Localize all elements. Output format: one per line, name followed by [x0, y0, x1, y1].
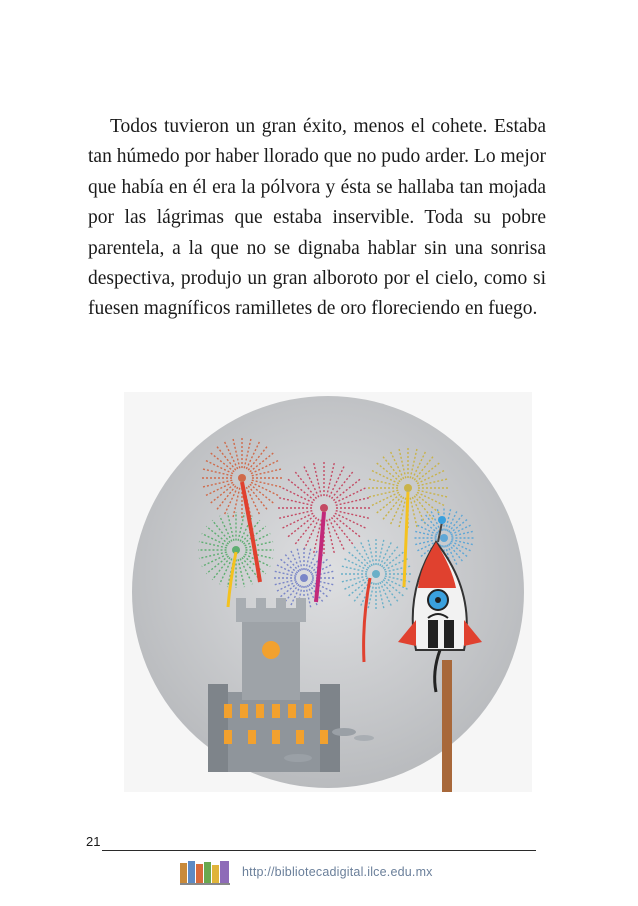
footer-divider [102, 850, 536, 851]
footer-url-link[interactable]: http://bibliotecadigital.ilce.edu.mx [242, 865, 433, 879]
firework-center [372, 570, 380, 578]
firework-center [404, 484, 412, 492]
firework-center [238, 474, 246, 482]
page-number: 21 [86, 834, 101, 849]
firework-center [320, 504, 328, 512]
story-paragraph: Todos tuvieron un gran éxito, menos el cohete. Estaba tan húmedo por haber llorado que no pudo arder. Lo mejor que había en él era la pólvora y ésta se hallaba tan mojada por las lágrimas que estaba inservible. Toda su pobre parentela, a la que no se dignaba hablar sin una sonrisa despectiva, produjo un gran alboroto por el cielo, como si fuesen magníficos ramilletes de oro floreciendo en fuego. [88, 116, 546, 320]
fireworks-illustration-icon [124, 392, 532, 792]
footer [180, 858, 433, 886]
pole [442, 660, 452, 792]
illustration [124, 392, 532, 792]
firework-center [440, 534, 448, 542]
firework-center [300, 574, 308, 582]
books-logo-icon [180, 859, 232, 885]
